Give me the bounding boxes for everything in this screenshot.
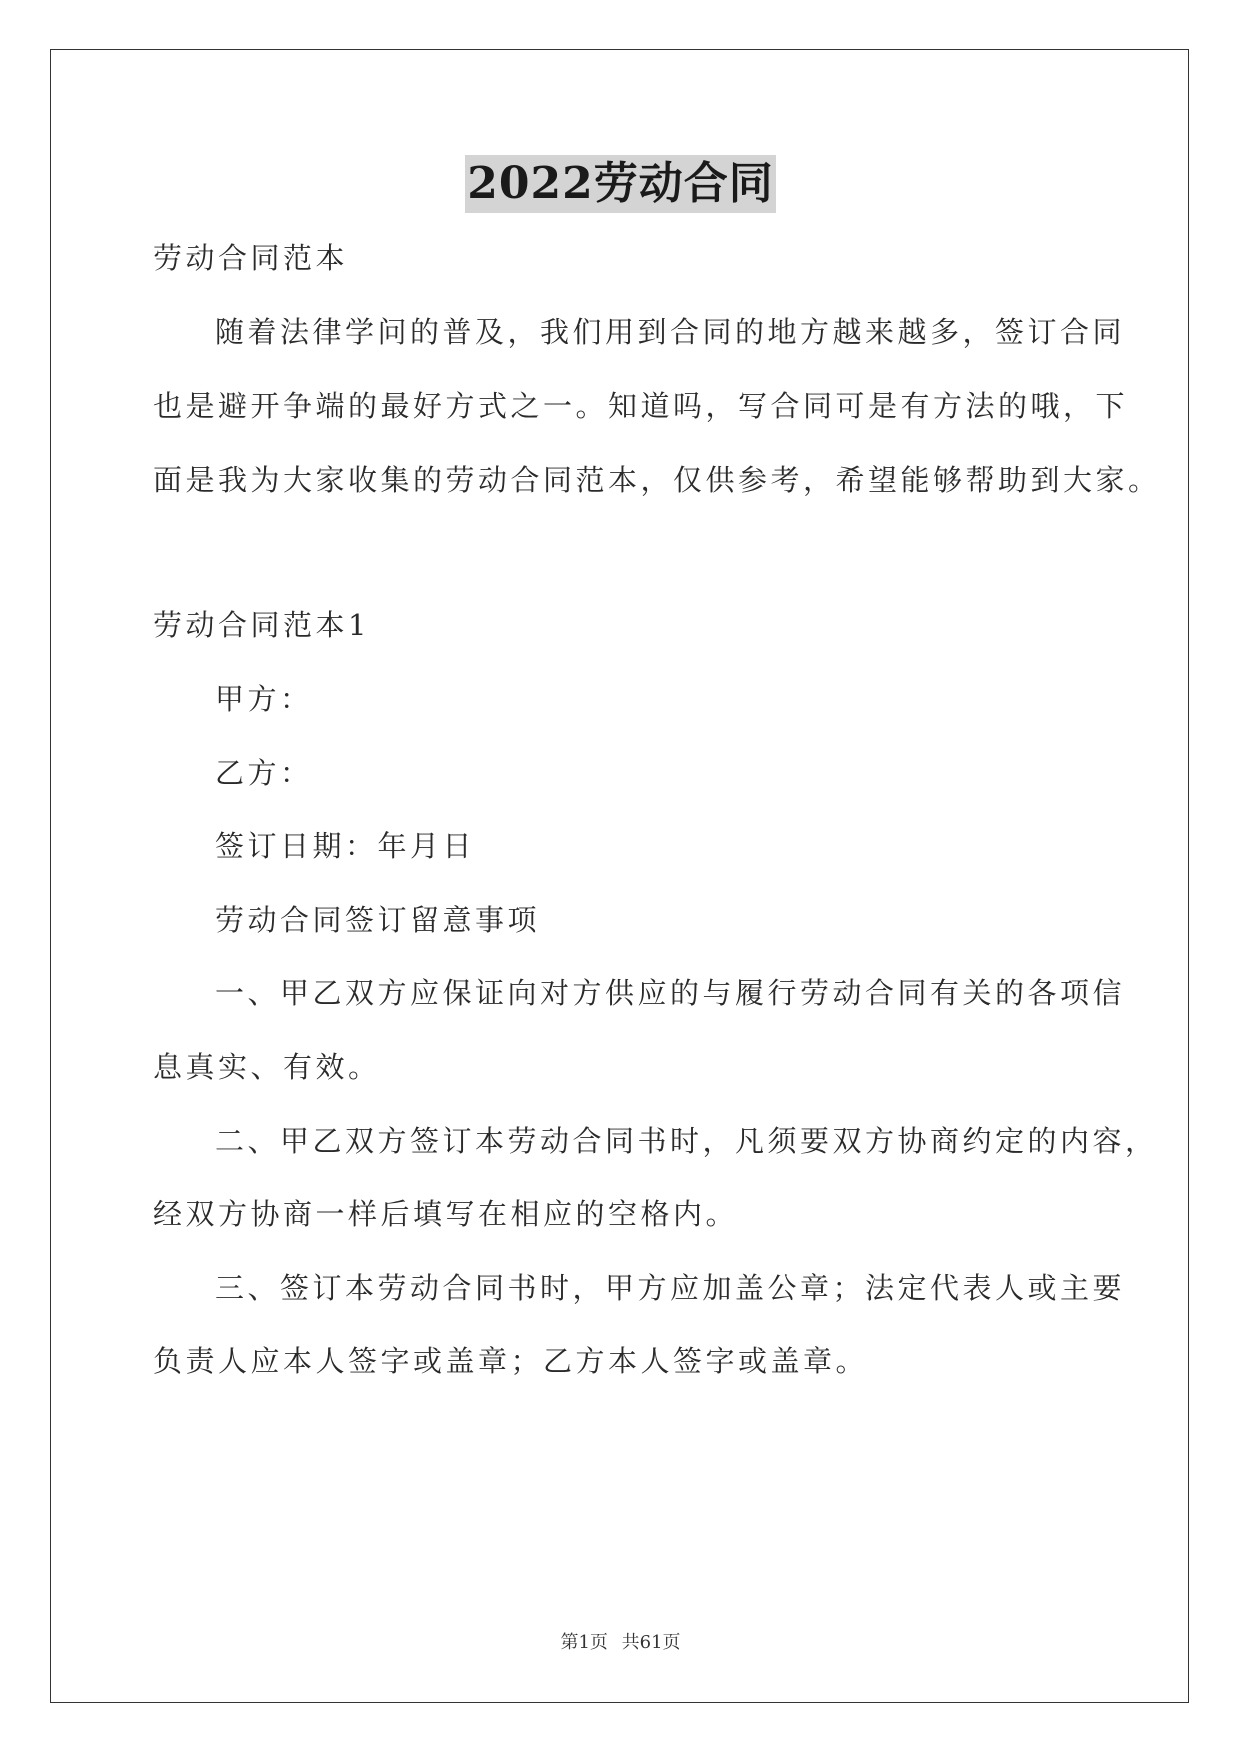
sign-date-label: 签订日期：年月日 <box>215 829 476 863</box>
section-heading: 劳动合同范本 <box>153 241 349 275</box>
party-a-label: 甲方： <box>215 682 313 716</box>
paragraph-line: 息真实、有效。 <box>153 1050 381 1084</box>
paragraph-line: 随着法律学问的普及，我们用到合同的地方越来越多，签订合同 <box>215 315 1126 349</box>
paragraph-line: 三、签订本劳动合同书时，甲方应加盖公章；法定代表人或主要 <box>215 1271 1126 1305</box>
subheading: 劳动合同签订留意事项 <box>215 903 541 937</box>
paragraph-line: 也是避开争端的最好方式之一。知道吗，写合同可是有方法的哦，下 <box>153 389 1129 423</box>
paragraph-line: 面是我为大家收集的劳动合同范本，仅供参考，希望能够帮助到大家。 <box>153 463 1161 497</box>
title-container <box>0 155 1241 213</box>
party-b-label: 乙方： <box>215 756 313 790</box>
document-title: 2022劳动合同 <box>465 155 775 213</box>
paragraph-line: 经双方协商一样后填写在相应的空格内。 <box>153 1197 739 1231</box>
paragraph-line: 二、甲乙双方签订本劳动合同书时，凡须要双方协商约定的内容， <box>215 1124 1158 1158</box>
paragraph-line: 负责人应本人签字或盖章；乙方本人签字或盖章。 <box>153 1344 869 1378</box>
page-footer <box>0 1628 1241 1654</box>
paragraph-line: 一、甲乙双方应保证向对方供应的与履行劳动合同有关的各项信 <box>215 976 1126 1010</box>
page-border <box>50 49 1189 1703</box>
section-heading: 劳动合同范本1 <box>153 608 370 642</box>
total-pages: 共61页 <box>621 1632 681 1653</box>
page-number: 第1页 <box>560 1632 608 1653</box>
